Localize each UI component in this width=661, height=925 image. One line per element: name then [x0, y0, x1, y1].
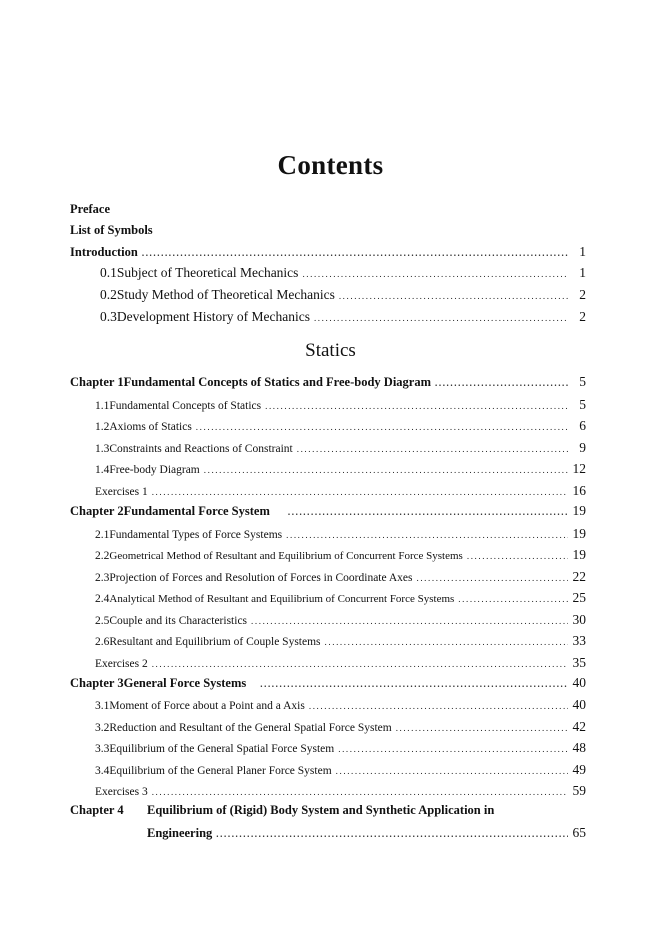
dot-leader	[458, 594, 568, 604]
page-number: 40	[572, 675, 586, 690]
dot-leader	[142, 248, 568, 258]
contents-title: Contents	[277, 150, 384, 180]
page-number: 33	[572, 633, 586, 648]
dot-leader	[338, 744, 568, 754]
dot-leader	[325, 637, 568, 647]
section-number: 1.3	[95, 443, 110, 455]
dot-leader	[152, 787, 568, 797]
chapter-4-entry-continued[interactable]	[147, 825, 586, 841]
chapter-3-entry[interactable]	[70, 675, 586, 691]
page-number: 49	[572, 762, 586, 777]
intro-section-0-3[interactable]	[100, 309, 586, 325]
dot-leader	[336, 766, 568, 776]
section-label: Reduction and Resultant of the General Spatial Force System	[109, 722, 392, 734]
section-label: Equilibrium of the General Planer Force System	[109, 765, 332, 777]
dot-leader	[309, 701, 568, 711]
page-number: 2	[579, 309, 586, 324]
exercises-label: Exercises 2	[95, 658, 148, 670]
page-number: 1	[579, 244, 586, 259]
chapter-title: General Force Systems	[123, 676, 247, 690]
section-label: Fundamental Types of Force Systems	[109, 529, 283, 541]
chapter-label: Chapter 2	[70, 504, 124, 518]
section-number: 2.1	[95, 529, 110, 541]
chapter-2-entry[interactable]	[70, 503, 586, 519]
dot-leader	[152, 659, 568, 669]
section-number: 2.2	[95, 550, 110, 562]
section-number: 2.6	[95, 636, 110, 648]
section-number: 1.1	[95, 400, 110, 412]
section-number: 2.5	[95, 615, 110, 627]
dot-leader	[216, 829, 568, 839]
page-number: 65	[572, 825, 586, 840]
intro-section-0-2[interactable]	[100, 287, 586, 303]
page-number: 19	[572, 547, 586, 562]
page-number: 35	[572, 655, 586, 670]
entry-label: Introduction	[70, 245, 138, 259]
exercises-1[interactable]	[95, 483, 586, 499]
section-number: 3.1	[95, 700, 110, 712]
preface-entry[interactable]: Preface	[70, 202, 111, 216]
page-number: 25	[572, 590, 586, 605]
section-number: 2.4	[95, 593, 110, 605]
page-number: 19	[572, 503, 586, 518]
page-number: 9	[579, 440, 586, 455]
section-label: Equilibrium of the General Spatial Force System	[109, 743, 335, 755]
section-number: 3.4	[95, 765, 110, 777]
part-title: Statics	[305, 340, 356, 361]
dot-leader	[396, 723, 568, 733]
page-number: 48	[572, 740, 586, 755]
page-number: 42	[572, 719, 586, 734]
section-2-1[interactable]	[95, 526, 586, 542]
section-label: Analytical Method of Resultant and Equilibrium of Concurrent Force Systems	[109, 593, 455, 605]
dot-leader	[297, 444, 568, 454]
section-2-6[interactable]	[95, 633, 586, 649]
section-label: Free-body Diagram	[109, 464, 200, 476]
section-label: Axioms of Statics	[109, 421, 192, 433]
page-number: 1	[579, 265, 586, 280]
exercises-label: Exercises 3	[95, 786, 148, 798]
section-number: 1.2	[95, 421, 110, 433]
dot-leader	[416, 573, 568, 583]
section-2-4[interactable]	[95, 590, 586, 606]
dot-leader	[196, 422, 568, 432]
section-label: Subject of Theoretical Mechanics	[116, 265, 299, 280]
intro-section-0-1[interactable]	[100, 265, 586, 281]
symbols-entry[interactable]: List of Symbols	[70, 223, 153, 237]
section-number: 0.3	[100, 309, 117, 324]
page-number: 59	[572, 783, 586, 798]
page-number: 16	[572, 483, 586, 498]
dot-leader	[467, 551, 568, 561]
page-number: 5	[579, 374, 586, 389]
dot-leader	[251, 616, 568, 626]
section-label: Constraints and Reactions of Constraint	[109, 443, 293, 455]
chapter-label: Chapter 1	[70, 375, 124, 389]
chapter-title: Fundamental Force System	[123, 504, 270, 518]
page-number: 12	[572, 461, 586, 476]
section-1-3[interactable]	[95, 440, 586, 456]
section-3-4[interactable]	[95, 762, 586, 778]
section-label: Geometrical Method of Resultant and Equilibrium of Concurrent Force Systems	[109, 550, 463, 562]
dot-leader	[260, 679, 568, 689]
section-1-2[interactable]	[95, 418, 586, 434]
section-label: Fundamental Concepts of Statics	[109, 400, 262, 412]
section-label: Projection of Forces and Resolution of Forces in Coordinate Axes	[109, 572, 413, 584]
exercises-label: Exercises 1	[95, 486, 148, 498]
chapter-title: Equilibrium of (Rigid) Body System and Synthetic Application in	[147, 803, 495, 817]
section-2-3[interactable]	[95, 569, 586, 585]
dot-leader	[339, 291, 568, 301]
section-number: 3.3	[95, 743, 110, 755]
page-number: 22	[572, 569, 586, 584]
section-label: Moment of Force about a Point and a Axis	[109, 700, 305, 712]
page-number: 30	[572, 612, 586, 627]
chapter-1-entry[interactable]	[70, 374, 586, 390]
section-number: 2.3	[95, 572, 110, 584]
page-number: 5	[579, 397, 586, 412]
chapter-title: Fundamental Concepts of Statics and Free-body Diagram	[123, 375, 431, 389]
introduction-entry[interactable]	[70, 244, 586, 260]
section-1-4[interactable]	[95, 461, 586, 477]
section-number: 1.4	[95, 464, 110, 476]
section-2-2[interactable]	[95, 547, 586, 563]
section-3-1[interactable]	[95, 697, 586, 713]
dot-leader	[265, 401, 568, 411]
exercises-3[interactable]	[95, 783, 586, 799]
chapter-4-entry[interactable]	[70, 803, 586, 818]
chapter-label: Chapter 3	[70, 676, 124, 690]
section-label: Couple and its Characteristics	[109, 615, 248, 627]
chapter-label: Chapter 4	[70, 803, 124, 817]
section-3-2[interactable]	[95, 719, 586, 735]
section-1-1[interactable]	[95, 397, 586, 413]
chapter-title-continued: Engineering	[147, 826, 213, 840]
page-number: 19	[572, 526, 586, 541]
section-3-3[interactable]	[95, 740, 586, 756]
dot-leader	[302, 269, 568, 279]
dot-leader	[314, 313, 568, 323]
section-2-5[interactable]	[95, 612, 586, 628]
page-number: 40	[572, 697, 586, 712]
page-number: 6	[579, 418, 586, 433]
section-number: 3.2	[95, 722, 110, 734]
section-label: Development History of Mechanics	[116, 309, 310, 324]
exercises-2[interactable]	[95, 655, 586, 671]
dot-leader	[288, 507, 568, 517]
dot-leader	[204, 465, 568, 475]
dot-leader	[152, 487, 568, 497]
section-label: Study Method of Theoretical Mechanics	[116, 287, 335, 302]
section-number: 0.1	[100, 265, 117, 280]
dot-leader	[286, 530, 568, 540]
section-label: Resultant and Equilibrium of Couple Systems	[109, 636, 321, 648]
dot-leader	[435, 378, 568, 388]
section-number: 0.2	[100, 287, 117, 302]
page-number: 2	[579, 287, 586, 302]
